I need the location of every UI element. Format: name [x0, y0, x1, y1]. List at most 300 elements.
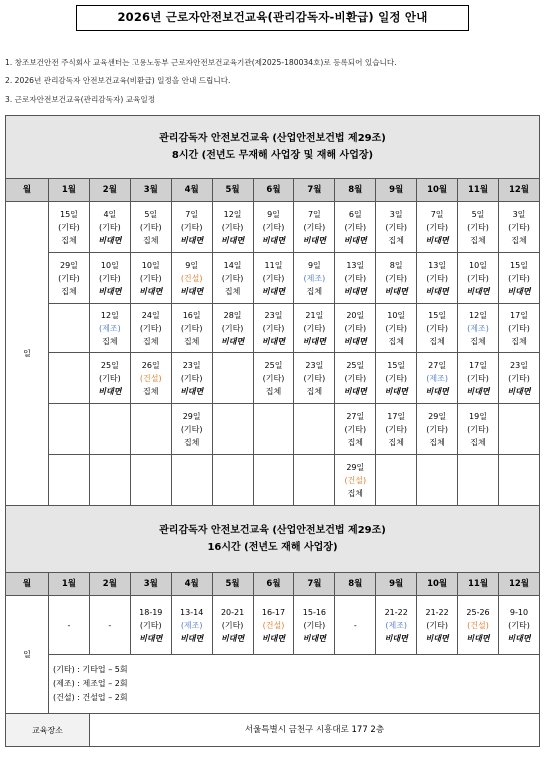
session-category: (건설) — [180, 273, 203, 283]
document-title: 2026년 근로자안전보건교육(관리감독자-비환급) 일정 안내 — [76, 5, 469, 31]
session-date: 17일 — [469, 360, 487, 370]
session-category: (기타) — [139, 273, 162, 283]
session-date: 25일 — [264, 360, 283, 370]
session-category: (기타) — [303, 620, 326, 630]
hdr16-month-3: 3월 — [130, 573, 171, 596]
session-type: 집체 — [429, 437, 445, 447]
schedule-cell — [376, 353, 417, 404]
session-type: 비대면 — [180, 286, 204, 296]
schedule-cell — [89, 202, 130, 253]
schedule-cell — [171, 304, 212, 353]
session-date: 25일 — [346, 360, 365, 370]
schedule-cell — [417, 304, 458, 353]
session-type: 비대면 — [261, 235, 286, 245]
session-category: (기타) — [303, 323, 326, 333]
schedule-cell — [130, 304, 171, 353]
schedule-cell — [335, 404, 376, 455]
session-category: (기타) — [467, 222, 489, 232]
schedule-cell — [458, 202, 499, 253]
month-header-row-8h — [6, 179, 540, 202]
session-date: 6일 — [348, 209, 362, 219]
session-date: 10일 — [387, 310, 406, 320]
session-date: 29일 — [59, 260, 78, 270]
session-category: (기타) — [467, 424, 489, 434]
hdr16-month-6: 6월 — [253, 573, 294, 596]
schedule-cell — [335, 353, 376, 404]
dash-mark: - — [353, 620, 357, 630]
hdr8-month-6: 6월 — [253, 179, 294, 202]
session-type: 비대면 — [507, 633, 531, 643]
session-category: (기타) — [262, 273, 285, 283]
session-type: 비대면 — [180, 633, 204, 643]
session-category: (기타) — [99, 273, 121, 283]
session-date: 9일 — [307, 260, 321, 270]
schedule-cell — [376, 202, 417, 253]
session-type: 비대면 — [98, 386, 122, 396]
hdr16-month-10: 10월 — [417, 573, 458, 596]
schedule-cell — [49, 202, 90, 253]
session-date: 15일 — [510, 260, 528, 270]
empty-cell — [253, 455, 294, 506]
empty-cell — [376, 455, 417, 506]
session-category: (기타) — [180, 323, 203, 333]
hdr8-month-8: 8월 — [335, 179, 376, 202]
schedule-cell — [376, 404, 417, 455]
session-date: 28일 — [223, 310, 242, 320]
session-category: (기타) — [508, 323, 530, 333]
schedule-cell — [171, 253, 212, 304]
session-category: (기타) — [344, 373, 367, 383]
schedule-table — [5, 115, 540, 747]
session-category: (기타) — [139, 323, 162, 333]
schedule-cell — [130, 253, 171, 304]
hdr8-month-3: 3월 — [130, 179, 171, 202]
session-type: 비대면 — [261, 633, 286, 643]
session-date: 4일 — [103, 209, 117, 219]
session-category: (건설) — [262, 620, 285, 630]
empty-cell — [130, 404, 171, 455]
schedule-cell — [212, 253, 253, 304]
session-category: (기타) — [508, 273, 530, 283]
session-type: 비대면 — [220, 336, 245, 346]
session-type: 비대면 — [384, 286, 408, 296]
session-date: 19일 — [469, 411, 487, 421]
month-header-row-16h — [6, 573, 540, 596]
session-type: 비대면 — [261, 286, 286, 296]
session-type: 비대면 — [98, 235, 122, 245]
schedule-cell — [458, 596, 499, 655]
session-category: (제조) — [180, 620, 203, 630]
empty-cell — [171, 455, 212, 506]
session-date: 21-22 — [425, 607, 449, 617]
empty-cell — [417, 455, 458, 506]
empty-cell — [212, 404, 253, 455]
empty-cell — [49, 353, 90, 404]
session-type: 비대면 — [466, 633, 490, 643]
hdr16-month-5: 5월 — [212, 573, 253, 596]
session-date: 15일 — [387, 360, 406, 370]
session-category: (기타) — [467, 373, 489, 383]
session-category: (기타) — [180, 222, 203, 232]
session-date: 12일 — [223, 209, 242, 219]
schedule-cell — [376, 253, 417, 304]
section-16h-row — [6, 506, 540, 573]
schedule-cell — [294, 353, 335, 404]
session-date: 23일 — [510, 360, 528, 370]
schedule-cell — [458, 404, 499, 455]
location-value: 서울특별시 금천구 시흥대로 177 2층 — [89, 714, 539, 747]
session-category: (기타) — [99, 222, 121, 232]
session-category: (기타) — [262, 222, 285, 232]
session-type: 집체 — [388, 235, 404, 245]
session-category: (기타) — [467, 273, 489, 283]
session-date: 20-21 — [220, 607, 245, 617]
empty-cell — [89, 404, 130, 455]
session-type: 집체 — [143, 235, 159, 245]
hdr8-month-12: 12월 — [498, 179, 539, 202]
session-date: 14일 — [223, 260, 242, 270]
session-date: 9-10 — [509, 607, 529, 617]
session-type: 비대면 — [425, 235, 449, 245]
session-category: (기타) — [58, 273, 80, 283]
hdr16-month-8: 8월 — [335, 573, 376, 596]
session-date: 25-26 — [466, 607, 490, 617]
session-date: 23일 — [182, 360, 201, 370]
empty-cell — [89, 455, 130, 506]
session-date: 13일 — [346, 260, 365, 270]
section-16h-title-line2: 16시간 (전년도 재해 사업장) — [207, 542, 338, 553]
intro-line-3: 3. 근로자안전보건교육(관리감독자) 교육일정 — [5, 95, 156, 104]
hdr16-month-4: 4월 — [171, 573, 212, 596]
session-type: 집체 — [429, 336, 445, 346]
schedule-cell — [212, 202, 253, 253]
schedule-cell — [89, 304, 130, 353]
section-16h-title-line1: 관리감독자 안전보건교육 (산업안전보건법 제29조) — [159, 525, 386, 536]
schedule-cell — [212, 596, 253, 655]
schedule-8h-row — [6, 202, 540, 253]
schedule-cell — [89, 253, 130, 304]
session-type: 집체 — [183, 336, 200, 346]
session-type: 비대면 — [180, 386, 204, 396]
session-category: (기타) — [262, 323, 285, 333]
session-type: 집체 — [306, 386, 323, 396]
schedule-cell — [294, 596, 335, 655]
schedule-cell — [294, 202, 335, 253]
schedule-cell — [335, 202, 376, 253]
schedule-cell — [498, 596, 539, 655]
session-type: 비대면 — [507, 286, 531, 296]
session-date: 24일 — [141, 310, 160, 320]
session-date: 3일 — [512, 209, 526, 219]
legend-line: (건설) : 건설업 – 2회 — [53, 693, 128, 702]
schedule-cell — [458, 253, 499, 304]
session-type: 집체 — [102, 336, 118, 346]
session-type: 비대면 — [220, 235, 245, 245]
day-label-16h: 일 — [6, 596, 49, 714]
session-date: 7일 — [307, 209, 321, 219]
session-date: 12일 — [469, 310, 487, 320]
session-type: 비대면 — [261, 336, 286, 346]
hdr16-month-12: 12월 — [498, 573, 539, 596]
session-type: 집체 — [61, 286, 77, 296]
session-category: (기타) — [180, 424, 203, 434]
session-type: 비대면 — [302, 235, 326, 245]
schedule-8h-row — [6, 353, 540, 404]
session-date: 29일 — [182, 411, 201, 421]
schedule-cell — [417, 404, 458, 455]
session-category: (기타) — [426, 323, 448, 333]
schedule-cell — [498, 353, 539, 404]
empty-cell — [253, 404, 294, 455]
session-category: (기타) — [426, 222, 448, 232]
session-date: 5일 — [471, 209, 485, 219]
day-label-8h: 일 — [6, 202, 49, 506]
session-date: 27일 — [428, 360, 447, 370]
session-category: (기타) — [385, 424, 408, 434]
session-date: 27일 — [346, 411, 365, 421]
hdr8-month-10: 10월 — [417, 179, 458, 202]
session-category: (기타) — [139, 222, 162, 232]
schedule-16h-row — [6, 596, 540, 655]
schedule-8h-row — [6, 304, 540, 353]
schedule-cell — [130, 202, 171, 253]
intro-line-1: 1. 창조보건안전 주식회사 교육센터는 고용노동부 근로자안전보건교육기관(제2025-180034호)로 등록되어 있습니다. — [5, 58, 397, 67]
session-type: 비대면 — [425, 633, 449, 643]
session-date: 29일 — [428, 411, 447, 421]
schedule-cell — [417, 202, 458, 253]
session-category: (제조) — [426, 373, 448, 383]
session-category: (기타) — [508, 620, 530, 630]
empty-cell — [49, 404, 90, 455]
session-date: 23일 — [305, 360, 324, 370]
session-category: (기타) — [221, 323, 244, 333]
schedule-cell — [335, 596, 376, 655]
session-date: 15일 — [59, 209, 78, 219]
session-type: 비대면 — [220, 633, 245, 643]
session-category: (건설) — [467, 620, 489, 630]
session-category: (기타) — [139, 620, 162, 630]
session-type: 집체 — [183, 437, 200, 447]
session-date: 17일 — [510, 310, 528, 320]
session-type: 비대면 — [425, 286, 449, 296]
session-category: (건설) — [344, 475, 367, 485]
session-date: 21일 — [305, 310, 324, 320]
session-category: (기타) — [508, 373, 530, 383]
session-category: (기타) — [221, 620, 244, 630]
empty-cell — [49, 455, 90, 506]
session-category: (기타) — [221, 222, 244, 232]
empty-cell — [294, 455, 335, 506]
empty-cell — [212, 455, 253, 506]
session-type: 집체 — [511, 336, 527, 346]
schedule-cell — [294, 253, 335, 304]
section-8h-title — [6, 116, 540, 179]
session-type: 집체 — [61, 235, 77, 245]
schedule-cell — [335, 304, 376, 353]
empty-cell — [498, 455, 539, 506]
dash-mark: - — [108, 620, 112, 630]
session-date: 12일 — [100, 310, 119, 320]
session-type: 비대면 — [139, 633, 163, 643]
session-date: 13일 — [428, 260, 447, 270]
session-type: 집체 — [265, 386, 282, 396]
session-type: 비대면 — [343, 286, 367, 296]
dash-mark: - — [67, 620, 71, 630]
session-category: (기타) — [344, 323, 367, 333]
session-date: 25일 — [100, 360, 119, 370]
session-category: (기타) — [221, 273, 244, 283]
hdr8-month-2: 2월 — [89, 179, 130, 202]
session-type: 집체 — [388, 437, 404, 447]
session-category: (기타) — [58, 222, 80, 232]
hdr16-month-7: 7월 — [294, 573, 335, 596]
session-date: 9일 — [185, 260, 199, 270]
session-date: 26일 — [141, 360, 160, 370]
schedule-cell — [171, 353, 212, 404]
hdr8-month-7: 7월 — [294, 179, 335, 202]
session-date: 13-14 — [180, 607, 204, 617]
schedule-cell — [130, 596, 171, 655]
location-row — [6, 714, 540, 747]
session-category: (기타) — [426, 620, 448, 630]
session-date: 8일 — [389, 260, 403, 270]
session-type: 비대면 — [507, 386, 531, 396]
session-category: (기타) — [344, 273, 367, 283]
schedule-cell — [49, 596, 90, 655]
session-type: 집체 — [306, 286, 323, 296]
session-type: 집체 — [143, 386, 159, 396]
session-type: 집체 — [224, 286, 241, 296]
schedule-cell — [171, 404, 212, 455]
session-type: 집체 — [388, 336, 404, 346]
empty-cell — [294, 404, 335, 455]
schedule-cell — [417, 253, 458, 304]
session-category: (기타) — [303, 373, 326, 383]
session-type: 집체 — [143, 336, 159, 346]
category-legend — [49, 655, 540, 714]
hdr8-month-5: 5월 — [212, 179, 253, 202]
session-date: 16-17 — [261, 607, 286, 617]
session-type: 비대면 — [384, 633, 408, 643]
hdr8-month-4: 4월 — [171, 179, 212, 202]
hdr8-month-11: 11월 — [458, 179, 499, 202]
schedule-cell — [376, 596, 417, 655]
empty-cell — [49, 304, 90, 353]
session-date: 11일 — [264, 260, 283, 270]
schedule-8h-row — [6, 455, 540, 506]
hdr8-month-label: 월 — [6, 179, 49, 202]
session-date: 10일 — [100, 260, 119, 270]
session-type: 비대면 — [343, 386, 367, 396]
schedule-cell — [171, 596, 212, 655]
session-category: (기타) — [180, 373, 203, 383]
empty-cell — [130, 455, 171, 506]
session-date: 29일 — [346, 462, 365, 472]
session-date: 16일 — [182, 310, 201, 320]
schedule-cell — [253, 202, 294, 253]
section-16h-title — [6, 506, 540, 573]
hdr8-month-1: 1월 — [49, 179, 90, 202]
session-category: (기타) — [385, 222, 408, 232]
schedule-cell — [498, 202, 539, 253]
session-type: 집체 — [347, 437, 364, 447]
session-date: 10일 — [141, 260, 160, 270]
session-type: 집체 — [470, 336, 486, 346]
session-category: (기타) — [385, 373, 408, 383]
empty-cell — [212, 353, 253, 404]
hdr16-month-9: 9월 — [376, 573, 417, 596]
session-category: (건설) — [139, 373, 162, 383]
session-category: (기타) — [508, 222, 530, 232]
empty-cell — [458, 455, 499, 506]
schedule-cell — [417, 596, 458, 655]
session-date: 23일 — [264, 310, 283, 320]
session-date: 5일 — [144, 209, 158, 219]
session-type: 집체 — [470, 437, 486, 447]
schedule-cell — [458, 353, 499, 404]
session-category: (기타) — [344, 222, 367, 232]
session-date: 17일 — [387, 411, 406, 421]
session-date: 10일 — [469, 260, 487, 270]
schedule-cell — [253, 304, 294, 353]
session-type: 비대면 — [343, 336, 367, 346]
hdr16-month-11: 11월 — [458, 573, 499, 596]
empty-cell — [498, 404, 539, 455]
session-date: 3일 — [389, 209, 403, 219]
hdr16-month-2: 2월 — [89, 573, 130, 596]
section-8h-title-line2: 8시간 (전년도 무재해 사업장 및 재해 사업장) — [171, 150, 374, 161]
legend-row — [6, 655, 540, 714]
section-8h-title-line1: 관리감독자 안전보건교육 (산업안전보건법 제29조) — [159, 133, 386, 144]
schedule-cell — [498, 304, 539, 353]
session-date: 7일 — [430, 209, 444, 219]
schedule-cell — [253, 596, 294, 655]
session-category: (기타) — [262, 373, 285, 383]
session-category: (기타) — [385, 323, 408, 333]
schedule-cell — [335, 253, 376, 304]
schedule-cell — [498, 253, 539, 304]
session-type: 비대면 — [466, 286, 490, 296]
session-date: 7일 — [185, 209, 199, 219]
session-category: (제조) — [99, 323, 121, 333]
session-category: (제조) — [303, 273, 326, 283]
session-date: 9일 — [267, 209, 280, 219]
hdr8-month-9: 9월 — [376, 179, 417, 202]
schedule-cell — [212, 304, 253, 353]
session-type: 비대면 — [466, 386, 490, 396]
hdr16-month-label: 월 — [6, 573, 49, 596]
session-type: 비대면 — [302, 336, 326, 346]
session-type: 집체 — [511, 235, 527, 245]
session-category: (기타) — [344, 424, 367, 434]
schedule-8h-row — [6, 253, 540, 304]
session-type: 비대면 — [302, 633, 326, 643]
legend-line: (제조) : 제조업 – 2회 — [53, 679, 128, 688]
schedule-cell — [335, 455, 376, 506]
session-type: 집체 — [347, 488, 364, 498]
schedule-cell — [171, 202, 212, 253]
schedule-cell — [49, 253, 90, 304]
session-category: (제조) — [385, 620, 408, 630]
session-date: 18-19 — [139, 607, 163, 617]
session-type: 비대면 — [343, 235, 367, 245]
session-date: 21-22 — [384, 607, 408, 617]
session-type: 비대면 — [425, 386, 449, 396]
intro-line-2: 2. 2026년 관리감독자 안전보건교육(비환급) 일정을 안내 드립니다. — [5, 76, 231, 85]
session-type: 비대면 — [98, 286, 122, 296]
session-category: (제조) — [467, 323, 489, 333]
session-category: (기타) — [99, 373, 121, 383]
